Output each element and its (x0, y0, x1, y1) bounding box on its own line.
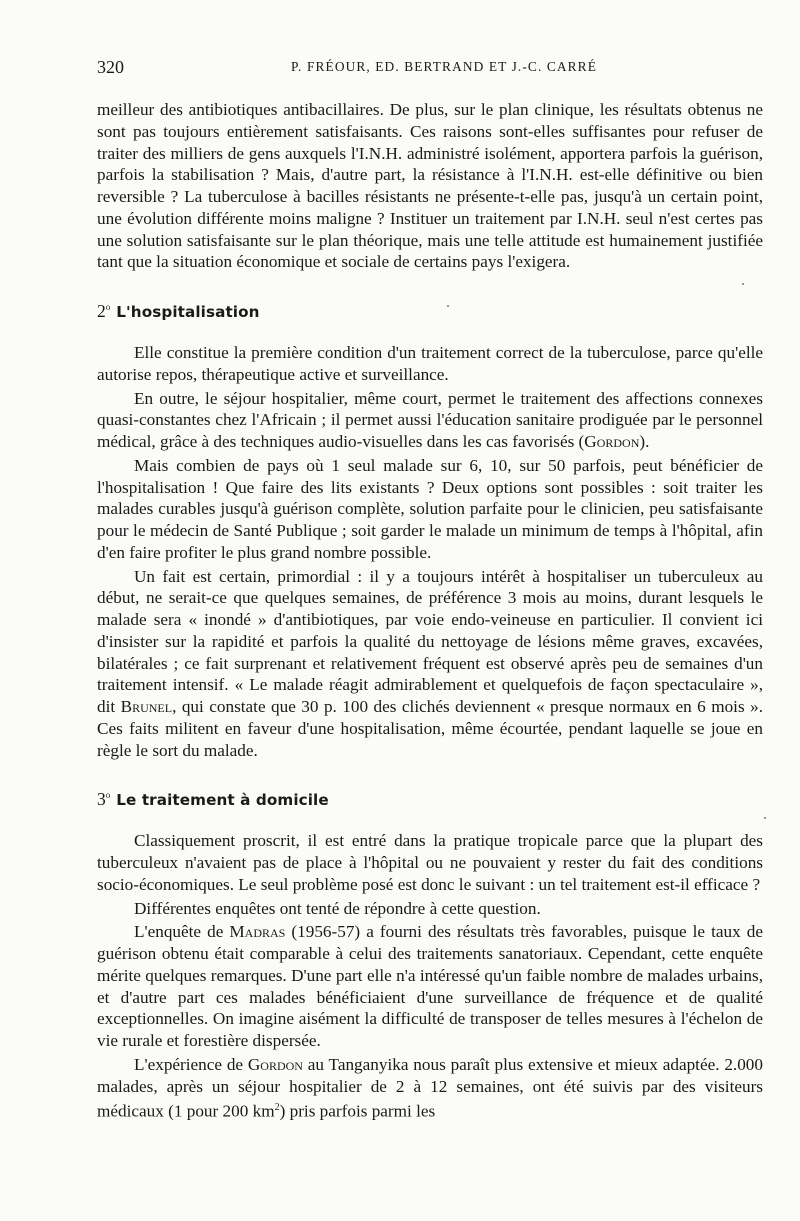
author-citation: Gordon (584, 432, 640, 451)
print-speck (764, 817, 766, 819)
section-title: L'hospitalisation (116, 303, 260, 321)
body-text (97, 99, 763, 1123)
author-citation: Brunel (120, 697, 173, 716)
superscript: 2 (274, 1102, 280, 1114)
document-page (97, 57, 763, 1123)
section-title: Le traitement à domicile (116, 791, 329, 810)
section-number: 3$^o$ (97, 789, 111, 810)
author-citation: Madras (229, 922, 286, 942)
section-number: 2$^o$ (97, 301, 111, 321)
paragraph: L'enquête de Madras (1956-57) a fourni des résultats très favorables, puisque le taux de guérison obtenu était comparable à celui des traitements sanatoriaux. Cependant, cette enquête mérite quelques remarques. D'une part elle n'a intéressé qu'un faible nombre de malades urbains, et d'autre part ces malades bénéficiaient d'une surveillance de fréquence et de qualité exceptionnelles. On imagine aisément la difficulté de transposer de telles mesures à l'échelon de vie rurale et forestière dispersée. (97, 922, 763, 1050)
running-title: P. FRÉOUR, ED. BERTRAND ET J.-C. CARRÉ (291, 59, 597, 74)
section-heading-traitement-domicile (97, 784, 763, 811)
section-heading-hospitalisation (97, 296, 763, 323)
paragraph: En outre, le séjour hospitalier, même court, permet le traitement des affections connexes quasi-constantes chez l'Africain ; il permet aussi l'éducation sanitaire prodiguée par le personnel médical, grâce à des techniques audio-visuelles dans les cas favorisés (Gordon). (97, 388, 763, 451)
paragraph: Mais combien de pays où 1 seul malade sur 6, 10, sur 50 parfois, peut bénéficier de l'hospitalisation ! Que faire des lits existants ? Deux options sont possibles : soit traiter les malades curables jusqu'à guérison complète, solution parfaite pour le clinicien, peu satisfaisante pour le médecin de Santé Publique ; soit garder le malade un minimum de temps à l'hôpital, afin d'en faire profiter le plus grand nombre possible. (97, 455, 763, 562)
author-citation: Gordon (247, 1054, 303, 1074)
page-number: 320 (97, 57, 124, 77)
paragraph: Elle constitue la première condition d'un traitement correct de la tuberculose, parce qu'elle autorise repos, thérapeutique active et surveillance. (97, 343, 763, 384)
intro-paragraph: meilleur des antibiotiques antibacillaires. De plus, sur le plan clinique, les résultats obtenus ne sont pas toujours entièrement satisfaisants. Ces raisons sont-elles suffisantes pour refuser de traiter des milliers de gens auxquels l'I.N.H. administré isolément, apportera parfois la guérison, parfois la stabilisation ? Mais, d'autre part, la résistance à l'I.N.H. est-elle définitive ou bien reversible ? La tuberculose à bacilles résistants ne présente-t-elle pas, jusqu'à un certain point, une évolution différente moins maligne ? Instituer un traitement par I.N.H. seul n'est certes pas une solution satisfaisante sur le plan théorique, mais une telle attitude est humainement justifiée tant que la situation économique et sociale de certains pays l'exigera. (97, 100, 763, 272)
paragraph: Classiquement proscrit, il est entré dans la pratique tropicale parce que la plupart des tuberculeux n'avaient pas de place à l'hôpital ou ne pouvaient y rester du fait des conditions socio-économiques. Le seul problème posé est donc le suivant : un tel traitement est-il efficace ? (97, 831, 763, 894)
running-header (97, 57, 763, 81)
paragraph: Différentes enquêtes ont tenté de répondre à cette question. (134, 898, 541, 918)
paragraph: L'expérience de Gordon au Tanganyika nous paraît plus extensive et mieux adaptée. 2.000 malades, après un séjour hospitalier de 2 à 12 semaines, ont été suivis par des visiteurs médicaux (1 pour 200 $km^2$) pris parfois parmi les (97, 1054, 763, 1121)
paragraph: Un fait est certain, primordial : il y a toujours intérêt à hospitaliser un tuberculeux au début, ne serait-ce que quelques semaines, de préférence 3 mois au moins, durant lesquels le malade sera « inondé » d'antibiotiques, par voie endo-veineuse en particulier. Il convient ici d'insister sur la rapidité et parfois la qualité du nettoyage de lésions même graves, excavées, bilatérales ; ce fait surprenant et relativement fréquent est observé après peu de semaines d'un traitement intensif. « Le malade réagit admirablement et quelquefois de façon spectaculaire », dit Brunel, qui constate que 30 p. 100 des clichés deviennent « presque normaux en 6 mois ». Ces faits militent en faveur d'une hospitalisation, même écourtée, pendant laquelle se joue en règle le sort du malade. (97, 566, 763, 760)
